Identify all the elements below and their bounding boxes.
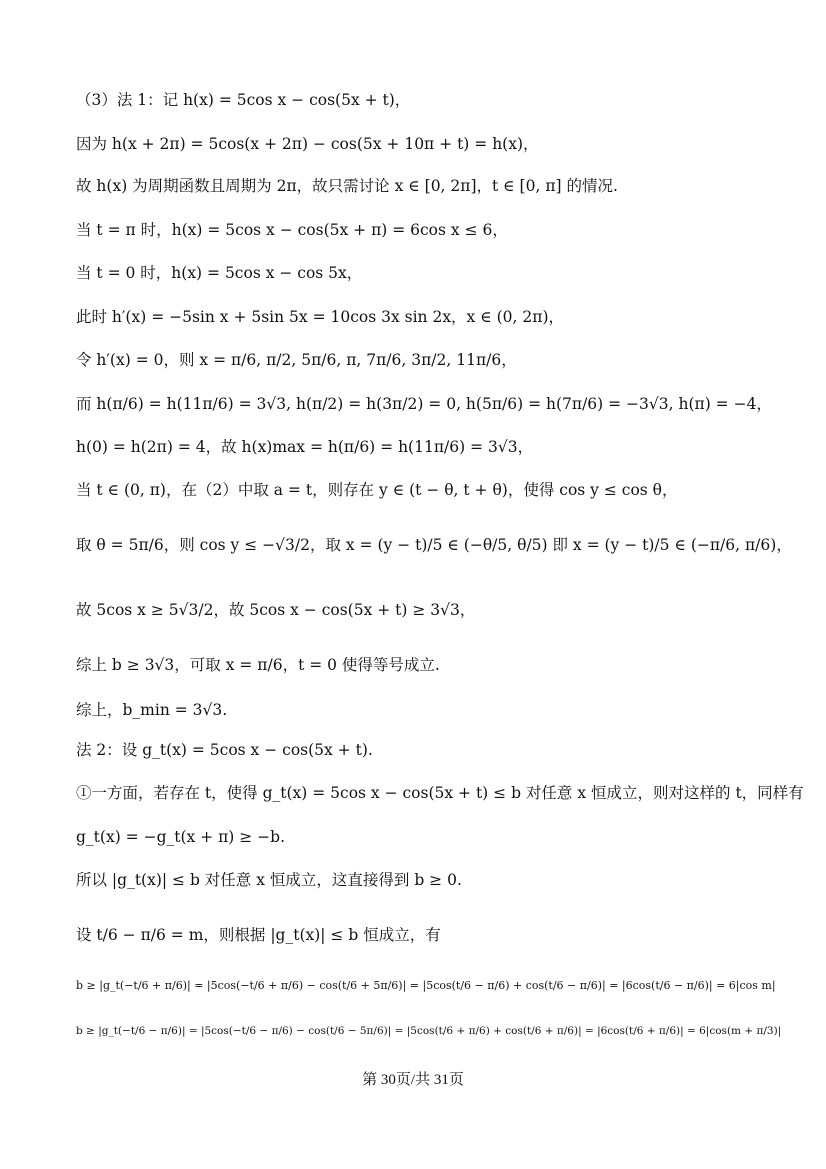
solution-line-10: 当 t ∈ (0, π)，在（2）中取 a = t，则存在 y ∈ (t − θ, t + θ)，使得 cos y ≤ cos θ， — [76, 481, 678, 499]
solution-line-21: b ≥ |g_t(−t/6 − π/6)| = |5cos(−t/6 − π/6) − cos(t/6 − 5π/6)| = |5cos(t/6 + π/6) + cos(t/6 + π/6)| = |6cos(t/6 + π/6)| = 6|cos(m + π/3)| — [76, 1025, 782, 1037]
solution-line-8: 而 h(π/6) = h(11π/6) = 3√3, h(π/2) = h(3π/2) = 0, h(5π/6) = h(7π/6) = −3√3, h(π) = −4， — [76, 395, 772, 413]
solution-line-1: （3）法 1：记 h(x) = 5cos x − cos(5x + t)， — [76, 91, 411, 109]
solution-line-14: 综上，b_min = 3√3. — [76, 701, 228, 719]
solution-line-5: 当 t = 0 时，h(x) = 5cos x − cos 5x， — [76, 264, 363, 282]
solution-line-12: 故 5cos x ≥ 5√3/2，故 5cos x − cos(5x + t) ≥ 3√3， — [76, 601, 476, 619]
solution-line-4: 当 t = π 时，h(x) = 5cos x − cos(5x + π) = 6cos x ≤ 6， — [76, 221, 508, 239]
solution-line-15: 法 2：设 g_t(x) = 5cos x − cos(5x + t). — [76, 741, 373, 759]
page-footer: 第 30页/共 31页 — [362, 1072, 464, 1088]
solution-line-3: 故 h(x) 为周期函数且周期为 2π，故只需讨论 x ∈ [0, 2π]，t ∈ [0, π] 的情况. — [76, 177, 618, 195]
solution-line-16: ①一方面，若存在 t，使得 g_t(x) = 5cos x − cos(5x + t) ≤ b 对任意 x 恒成立，则对这样的 t，同样有 — [76, 784, 804, 802]
solution-line-17: g_t(x) = −g_t(x + π) ≥ −b. — [76, 828, 286, 846]
solution-line-20: b ≥ |g_t(−t/6 + π/6)| = |5cos(−t/6 + π/6) − cos(t/6 + 5π/6)| = |5cos(t/6 − π/6) + cos(t/6 − π/6)| = |6cos(t/6 − π/6)| = 6|cos m| — [76, 979, 776, 992]
solution-line-18: 所以 |g_t(x)| ≤ b 对任意 x 恒成立，这直接得到 b ≥ 0. — [76, 871, 462, 889]
solution-line-2: 因为 h(x + 2π) = 5cos(x + 2π) − cos(5x + 10π + t) = h(x)， — [76, 135, 539, 153]
solution-line-7: 令 h′(x) = 0，则 x = π/6, π/2, 5π/6, π, 7π/6, 3π/2, 11π/6， — [76, 351, 517, 369]
solution-line-6: 此时 h′(x) = −5sin x + 5sin 5x = 10cos 3x sin 2x，x ∈ (0, 2π)， — [76, 308, 564, 326]
solution-line-11: 取 θ = 5π/6，则 cos y ≤ −√3/2，取 x = (y − t)/5 ∈ (−θ/5, θ/5) 即 x = (y − t)/5 ∈ (−π/6, π/6)， — [76, 536, 792, 554]
solution-line-13: 综上 b ≥ 3√3，可取 x = π/6，t = 0 使得等号成立. — [76, 656, 440, 674]
solution-line-9: h(0) = h(2π) = 4，故 h(x)max = h(π/6) = h(11π/6) = 3√3， — [76, 438, 534, 456]
solution-line-19: 设 t/6 − π/6 = m，则根据 |g_t(x)| ≤ b 恒成立，有 — [76, 926, 441, 944]
